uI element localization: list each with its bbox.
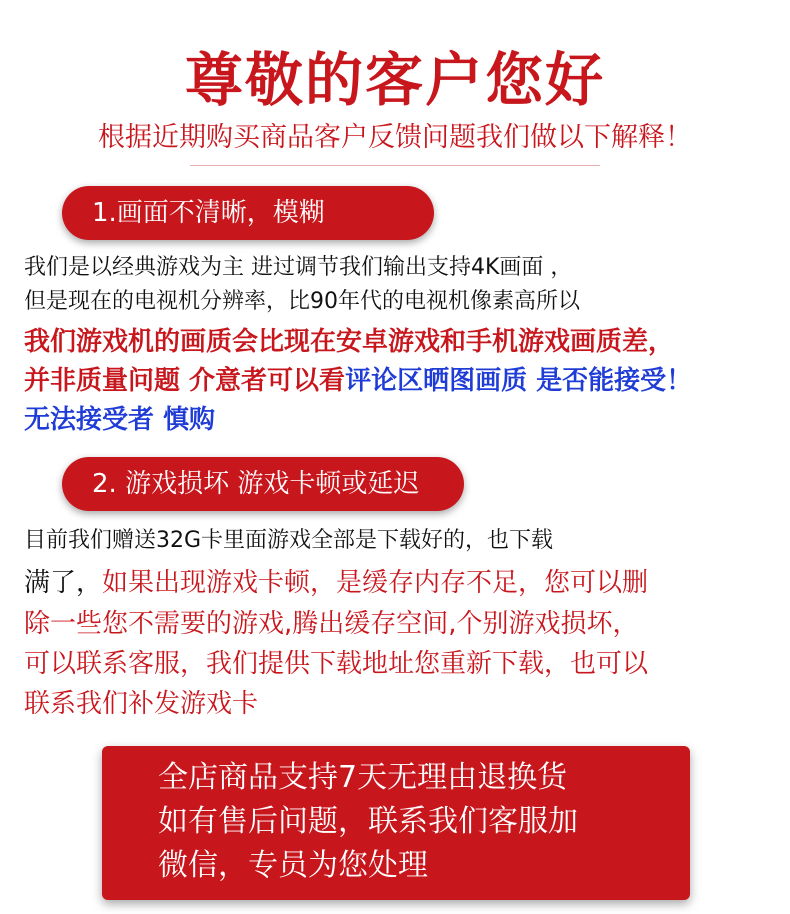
section-heading-blurry-picture: 1.画面不清晰，模糊 [62,186,434,240]
section2-text-line-2 [24,563,648,603]
section1-line4-blue-text: 评论区晒图画质 是否能接受！ [345,366,693,396]
return-policy-notice [102,746,690,900]
notice-line-2: 如有售后问题，联系我们客服加 [158,804,578,839]
section1-line4-red-text: 并非质量问题 介意者可以看 [24,366,346,396]
section-heading-game-lag: 2. 游戏损坏 游戏卡顿或延迟 [62,457,464,511]
section2-text-line-3: 除一些您不需要的游戏,腾出缓存空间,个别游戏损坏， [24,609,639,639]
section2-line2-red-text: 如果出现游戏卡顿，是缓存内存不足，您可以删 [102,568,649,598]
subtitle-divider [190,165,600,166]
section1-text-line-2: 但是现在的电视机分辨率，比90年代的电视机像素高所以 [24,289,580,314]
page-subtitle: 根据近期购买商品客户反馈问题我们做以下解释！ [98,122,692,153]
notice-line-1: 全店商品支持7天无理由退换货 [158,760,568,795]
section1-text-line-3: 我们游戏机的画质会比现在安卓游戏和手机游戏画质差， [24,327,675,357]
section2-text-line-4: 可以联系客服，我们提供下载地址您重新下载，也可以 [24,649,649,679]
section1-text-line-1: 我们是以经典游戏为主 进过调节我们输出支持4K画面 ， [24,255,573,280]
section1-text-line-5: 无法接受者 慎购 [24,405,216,435]
section2-text-line-5: 联系我们补发游戏卡 [24,689,259,719]
section1-text-line-4 [24,361,692,401]
page-title: 尊敬的客户您好 [184,46,605,114]
section2-line2-black-text: 满了， [24,568,103,598]
section2-text-line-1: 目前我们赠送32G卡里面游戏全部是下载好的，也下载 [24,528,554,553]
notice-line-3: 微信，专员为您处理 [158,848,428,883]
